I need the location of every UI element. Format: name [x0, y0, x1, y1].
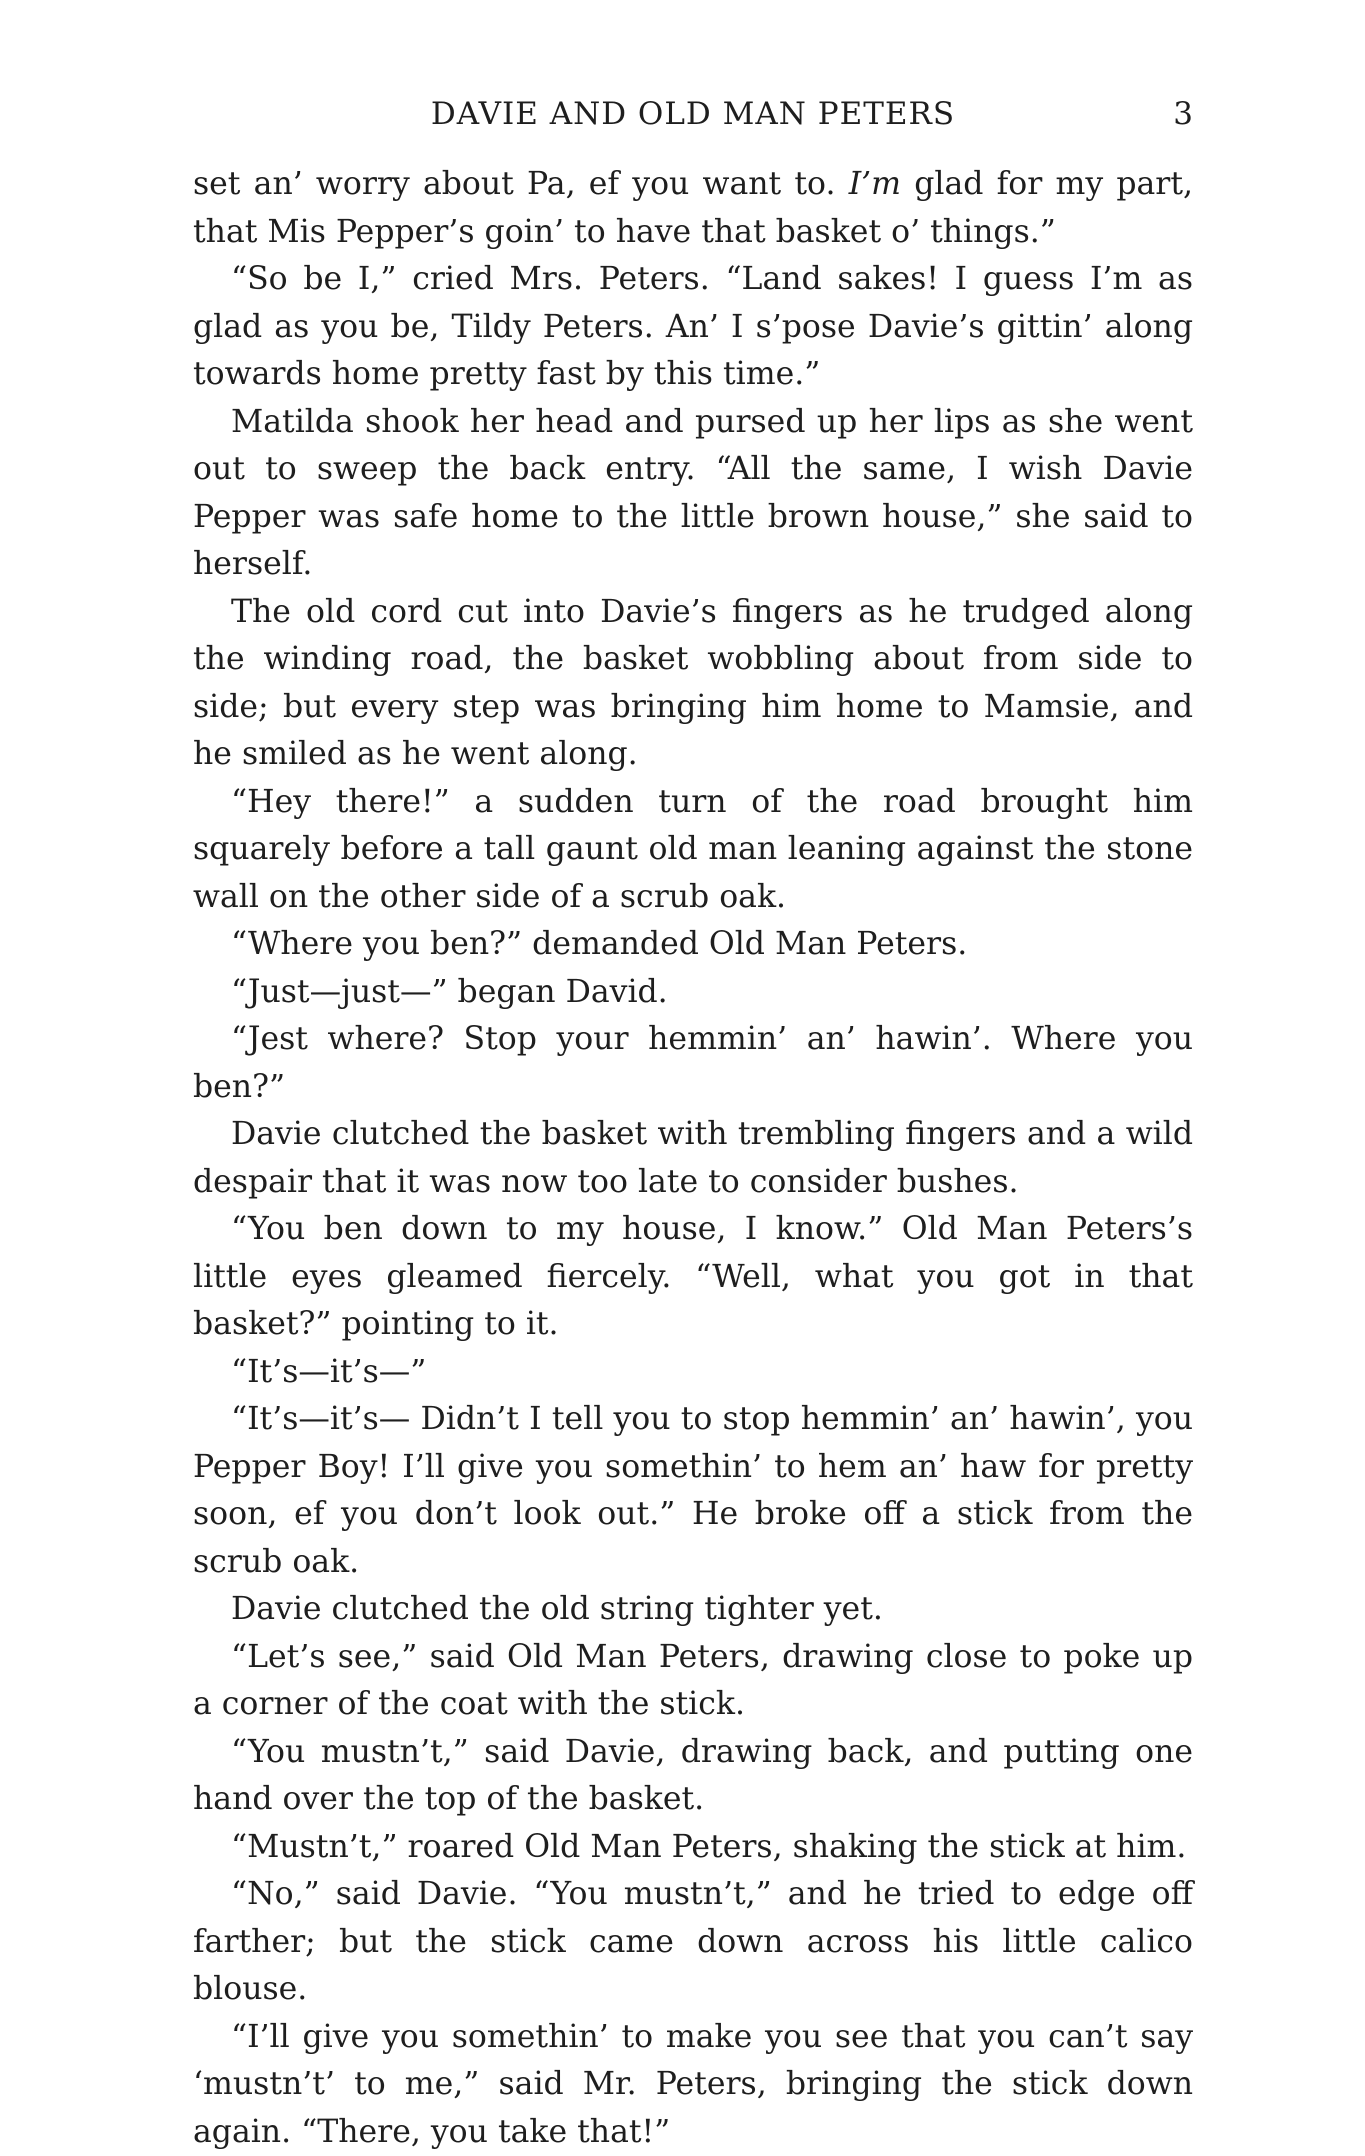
- paragraph: Davie clutched the basket with trembling fingers and a wild despair that it was now too late to consider bushes.: [193, 1111, 1193, 1206]
- paragraph-1-emphasis: I’m: [849, 166, 901, 202]
- paragraph-1-part-b: glad for my part, that Mis Pepper’s goin’ to have that basket o’ things.”: [193, 166, 1193, 250]
- body-text: [193, 161, 1193, 2156]
- paragraph: Matilda shook her head and pursed up her lips as she went out to sweep the back entry. “All the same, I wish Davie Pepper was safe home to the little brown house,” she said to herself.: [193, 399, 1193, 589]
- paragraph-1: [193, 161, 1193, 256]
- paragraph: “I’ll give you somethin’ to make you see that you can’t say ‘mustn’t’ to me,” said Mr. Peters, bringing the stick down again. “There, you take that!”: [193, 2014, 1193, 2156]
- paragraph-1-part-a: set an’ worry about Pa, ef you want to.: [193, 166, 849, 202]
- running-head: [193, 92, 1193, 136]
- paragraph: The old cord cut into Davie’s fingers as he trudged along the winding road, the basket wobbling about from side to side; but every step was bringing him home to Mamsie, and he smiled as he went along.: [193, 589, 1193, 779]
- paragraph: “Hey there!” a sudden turn of the road brought him squarely before a tall gaunt old man leaning against the stone wall on the other side of a scrub oak.: [193, 779, 1193, 922]
- paragraph: “You ben down to my house, I know.” Old Man Peters’s little eyes gleamed fiercely. “Well, what you got in that basket?” pointing to it.: [193, 1206, 1193, 1349]
- page-number: 3: [1173, 92, 1193, 136]
- paragraph: “Let’s see,” said Old Man Peters, drawing close to poke up a corner of the coat with the stick.: [193, 1634, 1193, 1729]
- paragraph: “You mustn’t,” said Davie, drawing back, and putting one hand over the top of the basket.: [193, 1729, 1193, 1824]
- paragraph: “So be I,” cried Mrs. Peters. “Land sakes! I guess I’m as glad as you be, Tildy Peters. An’ I s’pose Davie’s gittin’ along towards home pretty fast by this time.”: [193, 256, 1193, 399]
- paragraph: “It’s—it’s— Didn’t I tell you to stop hemmin’ an’ hawin’, you Pepper Boy! I’ll give you somethin’ to hem an’ haw for pretty soon, ef you don’t look out.” He broke off a stick from the scrub oak.: [193, 1396, 1193, 1586]
- paragraph: “Where you ben?” demanded Old Man Peters.: [193, 921, 1193, 969]
- paragraph: “Jest where? Stop your hemmin’ an’ hawin’. Where you ben?”: [193, 1016, 1193, 1111]
- paragraph: “No,” said Davie. “You mustn’t,” and he tried to edge off farther; but the stick came down across his little calico blouse.: [193, 1871, 1193, 2014]
- paragraph: Davie clutched the old string tighter yet.: [193, 1586, 1193, 1634]
- paragraph: “It’s—it’s—”: [193, 1349, 1193, 1397]
- paragraph: “Mustn’t,” roared Old Man Peters, shaking the stick at him.: [193, 1824, 1193, 1872]
- running-title: DAVIE AND OLD MAN PETERS: [193, 92, 1193, 136]
- paragraph: “Just—just—” began David.: [193, 969, 1193, 1017]
